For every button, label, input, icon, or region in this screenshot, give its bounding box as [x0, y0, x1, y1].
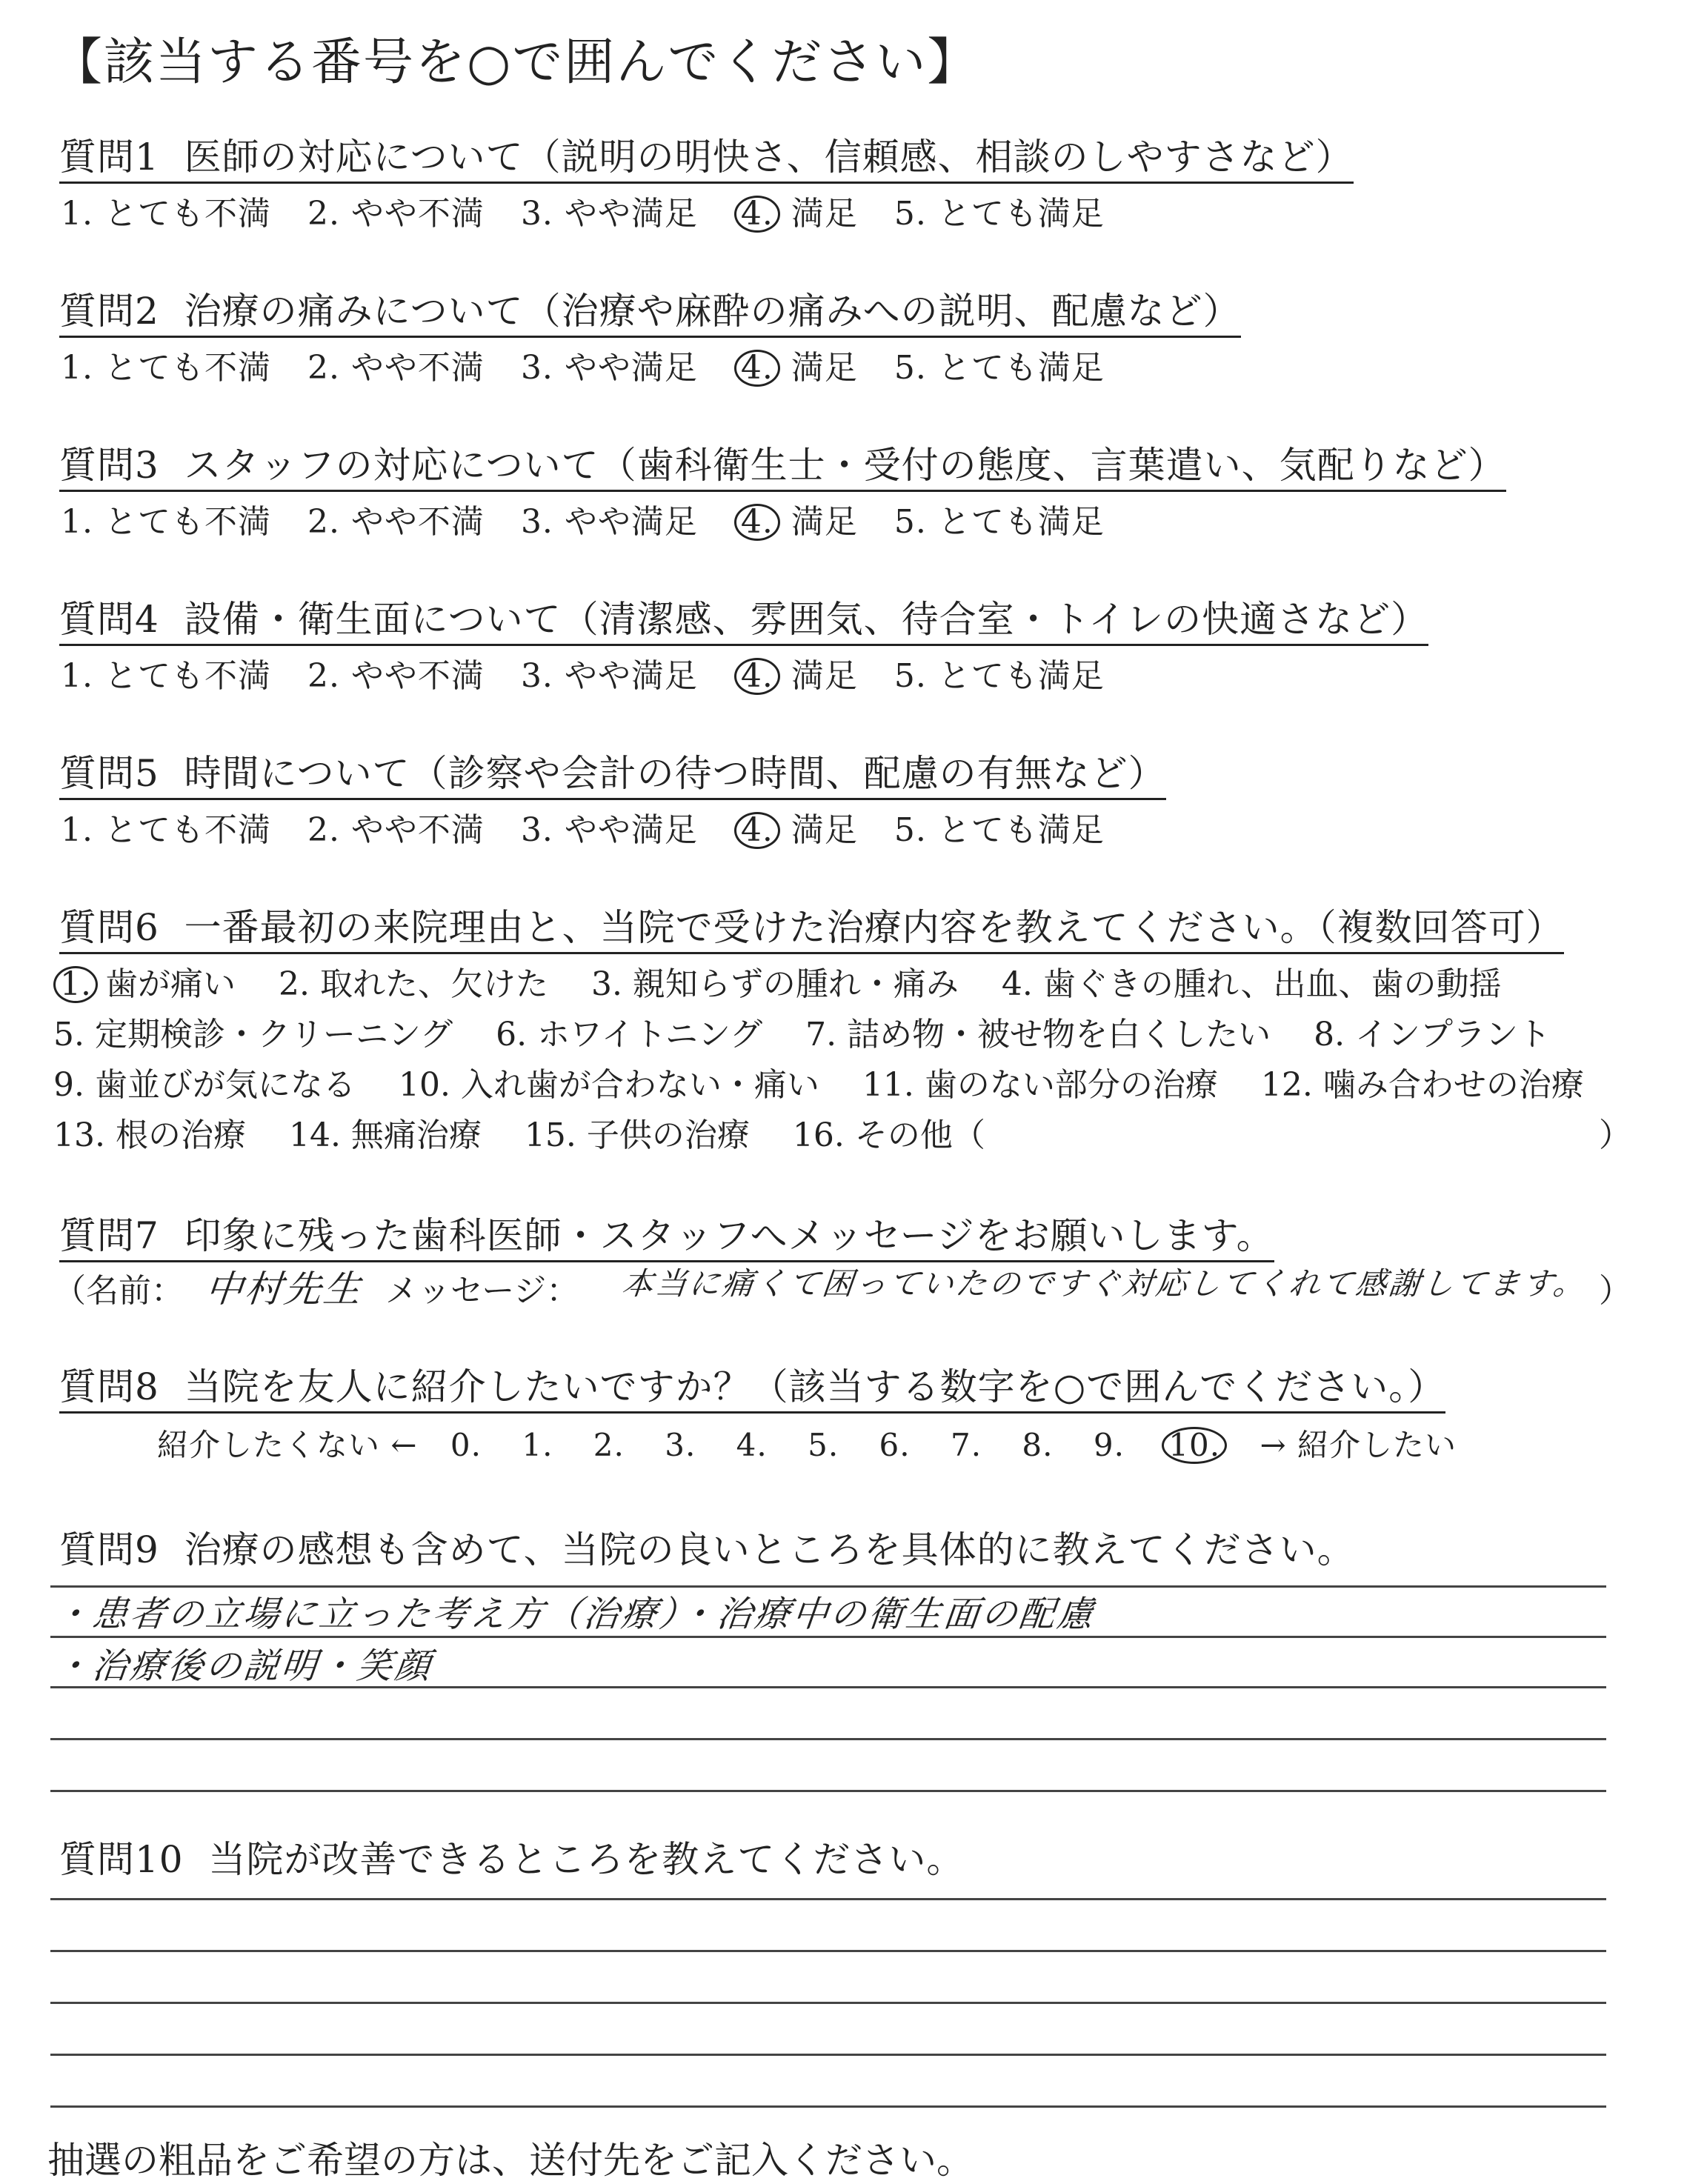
q7-name-handwritten[interactable]: 中村先生 — [203, 1268, 365, 1311]
options-q5 — [61, 803, 1130, 850]
option-4-circled[interactable]: 4. — [734, 504, 780, 541]
question-6 — [59, 898, 1564, 951]
option-9[interactable]: 9. 歯並びが気になる — [53, 1066, 356, 1104]
option-4[interactable]: 4. 歯ぐきの腫れ、出血、歯の動揺 — [1001, 965, 1502, 1003]
option-1[interactable]: 1. とても不満 — [61, 349, 271, 387]
scale-8[interactable]: 8. — [1022, 1427, 1054, 1463]
form-title: 【該当する番号を○で囲んでください】 — [52, 33, 979, 92]
option-16[interactable]: 16. その他（ — [792, 1116, 985, 1154]
option-11[interactable]: 11. 歯のない部分の治療 — [862, 1066, 1218, 1104]
question-text: スタッフの対応について（歯科衛生士・受付の態度、言葉遣い、気配りなど） — [184, 444, 1506, 487]
question-9 — [59, 1520, 1355, 1574]
other-close-paren: ） — [1599, 1116, 1631, 1154]
q7-message-handwritten[interactable]: 本当に痛くて困っていたのですぐ対応してくれて感謝してます。 — [620, 1265, 1588, 1302]
question-label: 質問2 — [59, 290, 159, 333]
answer-line — [50, 2002, 1606, 2004]
option-13[interactable]: 13. 根の治療 — [53, 1116, 246, 1154]
question-label: 質問8 — [59, 1365, 159, 1408]
question-4 — [59, 590, 1428, 643]
option-4-label: 満足 — [791, 195, 858, 233]
option-5[interactable]: 5. とても満足 — [894, 349, 1105, 387]
scale-left-label: 紹介したくない ← — [157, 1427, 418, 1463]
option-6[interactable]: 6. ホワイトニング — [496, 1016, 763, 1053]
option-4-label: 満足 — [791, 349, 858, 387]
q6-row-3 — [53, 1058, 1617, 1105]
question-text: 当院を友人に紹介したいですか？（該当する数字を○で囲んでください。） — [184, 1365, 1446, 1408]
option-2[interactable]: 2. やや不満 — [307, 349, 485, 387]
question-text: 治療の痛みについて（治療や麻酔の痛みへの説明、配慮など） — [184, 290, 1241, 333]
scale-10-circled[interactable]: 10. — [1162, 1427, 1227, 1464]
option-3[interactable]: 3. やや満足 — [520, 349, 698, 387]
options-q2 — [61, 341, 1130, 388]
option-10[interactable]: 10. 入れ歯が合わない・痛い — [398, 1066, 819, 1104]
option-1[interactable]: 1. とても不満 — [61, 195, 271, 233]
option-4-circled[interactable]: 4. — [734, 812, 780, 849]
option-8[interactable]: 8. インプラント — [1314, 1016, 1551, 1053]
scale-9[interactable]: 9. — [1093, 1427, 1125, 1463]
answer-line — [50, 1636, 1606, 1638]
option-2[interactable]: 2. やや不満 — [307, 503, 485, 541]
option-7[interactable]: 7. 詰め物・被せ物を白くしたい — [805, 1016, 1271, 1053]
option-1[interactable]: 1. とても不満 — [61, 657, 271, 695]
scale-4[interactable]: 4. — [736, 1427, 768, 1463]
option-5[interactable]: 5. とても満足 — [894, 811, 1105, 849]
option-3[interactable]: 3. 親知らずの腫れ・痛み — [590, 965, 959, 1003]
answer-line — [50, 1950, 1606, 1952]
q7-close-paren: ） — [1599, 1272, 1631, 1310]
option-2[interactable]: 2. やや不満 — [307, 195, 485, 233]
question-3 — [59, 436, 1506, 489]
option-12[interactable]: 12. 噛み合わせの治療 — [1260, 1066, 1584, 1104]
q9-answer-line-2[interactable]: ・治療後の説明・笑顔 — [52, 1645, 435, 1687]
answer-line — [50, 1898, 1606, 1900]
option-5[interactable]: 5. とても満足 — [894, 195, 1105, 233]
option-3[interactable]: 3. やや満足 — [520, 811, 698, 849]
option-5[interactable]: 5. とても満足 — [894, 503, 1105, 541]
option-3[interactable]: 3. やや満足 — [520, 503, 698, 541]
options-q3 — [61, 495, 1130, 542]
option-4-circled[interactable]: 4. — [734, 196, 780, 233]
scale-3[interactable]: 3. — [665, 1427, 696, 1463]
q9-answer-line-1[interactable]: ・患者の立場に立った考え方（治療）・治療中の衛生面の配慮 — [52, 1594, 1097, 1635]
option-4-circled[interactable]: 4. — [734, 350, 780, 387]
scale-1[interactable]: 1. — [522, 1427, 553, 1463]
answer-line — [50, 2054, 1606, 2056]
question-10 — [59, 1830, 964, 1883]
question-7 — [59, 1206, 1274, 1259]
options-q4 — [61, 649, 1130, 696]
option-4-label: 満足 — [791, 811, 858, 849]
scale-2[interactable]: 2. — [593, 1427, 625, 1463]
scale-6[interactable]: 6. — [879, 1427, 911, 1463]
option-5[interactable]: 5. とても満足 — [894, 657, 1105, 695]
scale-right-label: → 紹介したい — [1260, 1427, 1457, 1463]
option-1-label: 歯が痛い — [104, 965, 236, 1003]
question-label: 質問9 — [59, 1528, 159, 1571]
question-label: 質問4 — [59, 598, 159, 641]
option-4-circled[interactable]: 4. — [734, 658, 780, 695]
question-text: 一番最初の来院理由と、当院で受けた治療内容を教えてください。（複数回答可） — [184, 906, 1564, 949]
options-q1 — [61, 187, 1130, 234]
footer-text: 抽選の粗品をご希望の方は、送付先をご記入ください。 — [47, 2139, 974, 2182]
option-15[interactable]: 15. 子供の治療 — [524, 1116, 750, 1154]
question-1 — [59, 127, 1354, 181]
answer-line — [50, 1686, 1606, 1688]
answer-line — [50, 1790, 1606, 1792]
question-label: 質問10 — [59, 1838, 184, 1881]
option-14[interactable]: 14. 無痛治療 — [288, 1116, 482, 1154]
option-3[interactable]: 3. やや満足 — [520, 195, 698, 233]
option-2[interactable]: 2. やや不満 — [307, 811, 485, 849]
question-2 — [59, 282, 1241, 335]
question-label: 質問7 — [59, 1214, 159, 1257]
question-text: 設備・衛生面について（清潔感、雰囲気、待合室・トイレの快適さなど） — [184, 598, 1429, 641]
question-label: 質問6 — [59, 906, 159, 949]
q6-row-2 — [53, 1008, 1583, 1055]
question-text: 時間について（診察や会計の待つ時間、配慮の有無など） — [184, 752, 1166, 795]
q6-row-1 — [53, 957, 1534, 1005]
answer-line — [50, 1738, 1606, 1740]
question-text: 印象に残った歯科医師・スタッフへメッセージをお願いします。 — [184, 1214, 1274, 1257]
answer-line — [50, 2105, 1606, 2108]
q7-name-label: （名前： — [53, 1272, 184, 1310]
question-5 — [59, 744, 1166, 797]
option-4-label: 満足 — [791, 503, 858, 541]
scale-0[interactable]: 0. — [450, 1427, 482, 1463]
question-label: 質問1 — [59, 136, 159, 179]
question-label: 質問3 — [59, 444, 159, 487]
question-text: 当院が改善できるところを教えてください。 — [208, 1838, 965, 1881]
q7-message-label: メッセージ： — [385, 1272, 579, 1310]
scale-7[interactable]: 7. — [950, 1427, 982, 1463]
option-2[interactable]: 2. やや不満 — [307, 657, 485, 695]
option-3[interactable]: 3. やや満足 — [520, 657, 698, 695]
answer-line — [50, 1585, 1606, 1588]
q6-row-4 — [53, 1108, 1018, 1156]
option-1-circled[interactable]: 1. — [53, 966, 98, 1003]
option-2[interactable]: 2. 取れた、欠けた — [278, 965, 548, 1003]
option-5[interactable]: 5. 定期検診・クリーニング — [53, 1016, 453, 1053]
scale-5[interactable]: 5. — [808, 1427, 839, 1463]
q8-scale — [157, 1421, 1457, 1465]
question-text: 医師の対応について（説明の明快さ、信頼感、相談のしやすさなど） — [184, 136, 1354, 179]
question-text: 治療の感想も含めて、当院の良いところを具体的に教えてください。 — [184, 1528, 1355, 1571]
option-1[interactable]: 1. とても不満 — [61, 811, 271, 849]
question-8 — [59, 1357, 1445, 1411]
option-1[interactable]: 1. とても不満 — [61, 503, 271, 541]
question-label: 質問5 — [59, 752, 159, 795]
option-4-label: 満足 — [791, 657, 858, 695]
